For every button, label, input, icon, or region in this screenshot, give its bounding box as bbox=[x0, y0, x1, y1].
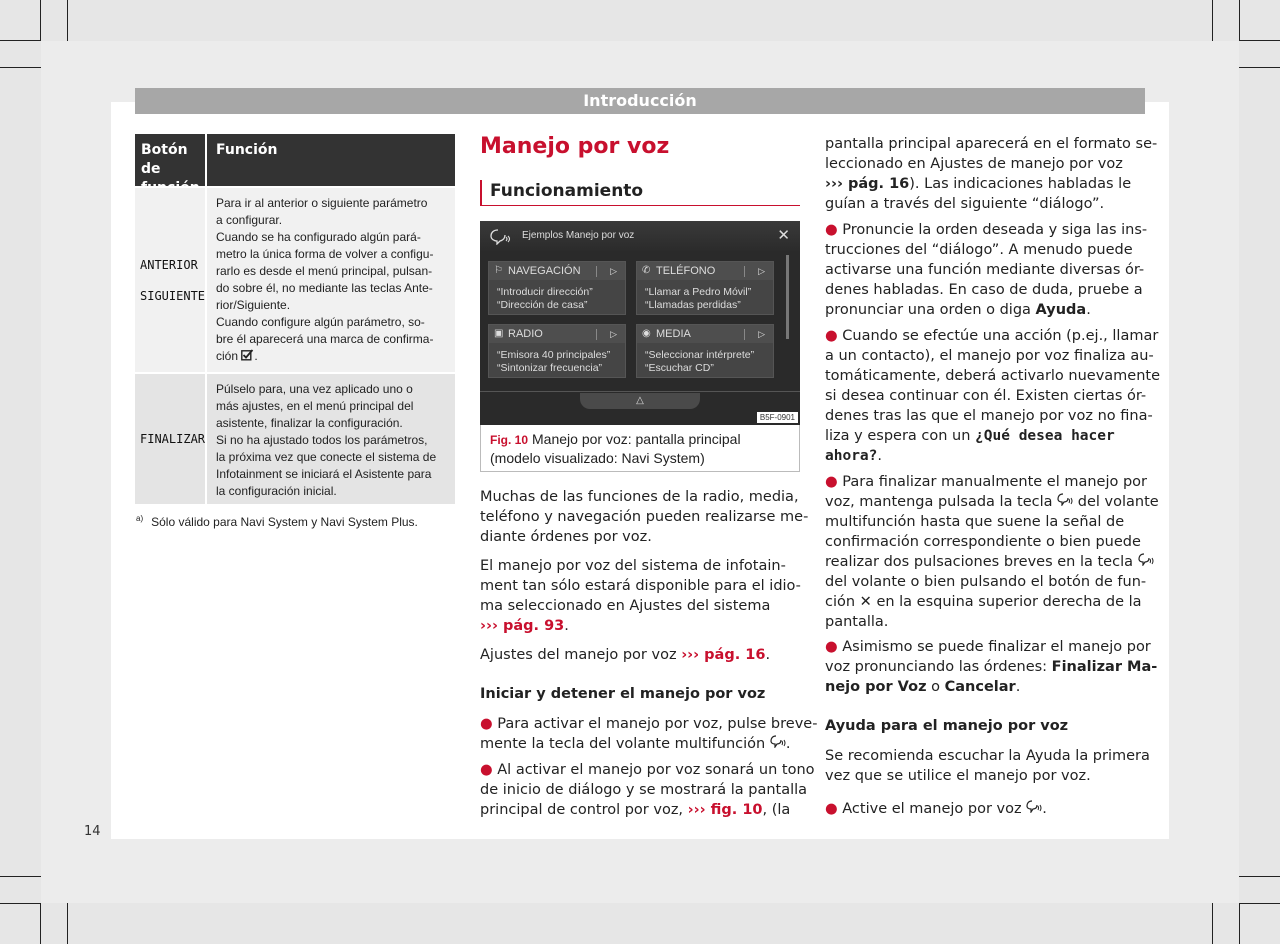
header-col-function: Función bbox=[216, 142, 278, 158]
media-icon: ◉ bbox=[642, 328, 651, 339]
bullet-item: ● Pronuncie la orden deseada y siga las ins- trucciones del “diálogo”. A menudo puede activarse una función mediante diversas ór- denes habladas. En caso de duda, pruebe a pronunciar una orden o diga Ayuda. bbox=[825, 222, 1148, 318]
paragraph: Se recomienda escuchar la Ayuda la primera vez que se utilice el manejo por voz. bbox=[825, 748, 1150, 784]
play-icon: ▷ bbox=[610, 266, 617, 276]
card-media: ◉ MEDIA ▷ “Seleccionar intérprete” “Escuchar CD” bbox=[636, 324, 774, 378]
table-value: Púlselo para, una vez aplicado uno o más ajustes, en el menú principal del asistente, finalizar la configuración. Si no ha ajustado todos los parámetros, la próxima vez que conecte el sistema de Infotainment se iniciará el Asistente para la configuración inicial. bbox=[207, 374, 455, 504]
screen-scrollbar bbox=[786, 255, 789, 339]
paragraph: pantalla principal aparecerá en el formato se- leccionado en Ajustes de manejo por voz ››› pág. 16). Las indicaciones habladas le guían a través del siguiente “diálogo”. bbox=[825, 136, 1158, 212]
section-title: Manejo por voz bbox=[480, 134, 670, 159]
page-link[interactable]: ››› pág. 93 bbox=[480, 618, 565, 634]
page-number: 14 bbox=[84, 824, 101, 839]
bullet-item: ● Asimismo se puede finalizar el manejo por voz pronunciando las órdenes: Finalizar Ma- nejo por Voz o Cancelar. bbox=[825, 639, 1158, 695]
page-link[interactable]: ››› pág. 16 bbox=[825, 176, 910, 192]
voice-button-icon bbox=[770, 734, 786, 748]
page-link[interactable]: ››› pág. 16 bbox=[681, 647, 766, 663]
function-table bbox=[135, 134, 455, 504]
table-row bbox=[135, 186, 455, 372]
play-icon: ▷ bbox=[758, 329, 765, 339]
subsection-heading: Funcionamiento bbox=[480, 180, 800, 206]
crop-mark bbox=[1239, 0, 1240, 41]
table-value: Para ir al anterior o siguiente parámetro a configurar. Cuando se ha configurado algún pará- metro la única forma de volver a configu- rarlo es desde el menú principal, pulsan- do sobre él, no mediante las teclas Ante- rior/Siguiente. Cuando configure algún parámetro, so- bre él aparecerá una marca de confirma- ción . bbox=[207, 188, 455, 372]
crop-mark bbox=[1239, 903, 1280, 904]
section-header: Introducción bbox=[135, 88, 1145, 114]
crop-mark bbox=[1212, 903, 1213, 944]
crop-mark bbox=[0, 903, 41, 904]
voice-button-icon bbox=[1026, 799, 1042, 813]
card-phone: ✆ TELÉFONO ▷ “Llamar a Pedro Móvil” “Llamadas perdidas” bbox=[636, 261, 774, 315]
crop-mark bbox=[0, 876, 41, 877]
bullet-item: ● Cuando se efectúe una acción (p.ej., llamar a un contacto), el manejo por voz finaliza au- tomáticamente, deberá activarlo nuevamente si desea continuar con él. Existen ciertas ór- denes tras las que el manejo por voz no fina- liza y espera con un ¿Qué desea hacer ahora?. bbox=[825, 328, 1161, 464]
subheading: Ayuda para el manejo por voz bbox=[825, 718, 1069, 734]
crop-mark bbox=[0, 67, 41, 68]
footnote: $^{a)}$ Sólo válido para Navi System y Navi System Plus. bbox=[136, 514, 418, 529]
crop-mark bbox=[40, 903, 41, 944]
screen-title: Ejemplos Manejo por voz bbox=[522, 230, 635, 241]
bullet-item: ● Active el manejo por voz . bbox=[825, 801, 1047, 817]
table-key: ANTERIOR SIGUIENTE bbox=[135, 188, 207, 372]
crop-mark bbox=[1239, 40, 1280, 41]
flag-icon: ⚐ bbox=[494, 265, 503, 276]
tray-up-icon: △ bbox=[580, 393, 700, 409]
play-icon: ▷ bbox=[758, 266, 765, 276]
crop-mark bbox=[1212, 0, 1213, 41]
bullet-item: ● Al activar el manejo por voz sonará un tono de inicio de diálogo y se mostrará la pantalla principal de control por voz, ››› fig. 10, (la bbox=[480, 762, 815, 818]
crop-mark bbox=[1239, 903, 1240, 944]
table-row bbox=[135, 372, 455, 504]
card-navigation: ⚐ NAVEGACIÓN ▷ “Introducir dirección” “Dirección de casa” bbox=[488, 261, 626, 315]
card-radio: ▣ RADIO ▷ “Emisora 40 principales” “Sintonizar frecuencia” bbox=[488, 324, 626, 378]
table-header bbox=[135, 134, 455, 186]
bullet-item: ● Para finalizar manualmente el manejo por voz, mantenga pulsada la tecla del volante multifunción hasta que suene la señal de confirmación correspondiente o bien puede realizar dos pulsaciones breves en la tecla del volante o bien pulsando el botón de fun- ción ✕ en la esquina superior derecha de la pantalla. bbox=[825, 474, 1159, 630]
close-function-icon: ✕ bbox=[859, 594, 872, 610]
close-icon: ✕ bbox=[777, 226, 790, 244]
voice-control-icon bbox=[490, 227, 512, 245]
radio-icon: ▣ bbox=[494, 328, 504, 339]
figure-caption: Fig. 10 Manejo por voz: pantalla principal (modelo visualizado: Navi System) bbox=[480, 425, 800, 472]
crop-mark bbox=[1239, 67, 1280, 68]
header-col-button: Botón de bbox=[135, 134, 207, 186]
crop-mark bbox=[40, 0, 41, 41]
paragraph: El manejo por voz del sistema de infotain- ment tan sólo estará disponible para el idio- ma seleccionado en Ajustes del sistema ››› pág. 93. bbox=[480, 558, 801, 634]
play-icon: ▷ bbox=[610, 329, 617, 339]
figure-code: B5F-0901 bbox=[757, 412, 798, 423]
bullet-item: ● Para activar el manejo por voz, pulse breve- mente la tecla del volante multifunción . bbox=[480, 716, 818, 752]
figure-link[interactable]: ››› fig. 10 bbox=[687, 802, 763, 818]
voice-button-icon bbox=[1057, 492, 1073, 506]
crop-mark bbox=[67, 0, 68, 41]
crop-mark bbox=[1239, 876, 1280, 877]
phone-icon: ✆ bbox=[642, 265, 651, 276]
crop-mark bbox=[0, 40, 41, 41]
table-key: FINALIZAR bbox=[135, 374, 207, 504]
paragraph: Muchas de las funciones de la radio, media, teléfono y navegación pueden realizarse me- diante órdenes por voz. bbox=[480, 489, 809, 545]
subheading: Iniciar y detener el manejo por voz bbox=[480, 686, 766, 702]
figure-voice-screen bbox=[480, 221, 800, 425]
voice-button-icon bbox=[1138, 552, 1154, 566]
checkbox-icon bbox=[241, 349, 254, 361]
paragraph: Ajustes del manejo por voz ››› pág. 16. bbox=[480, 647, 771, 663]
crop-mark bbox=[67, 903, 68, 944]
